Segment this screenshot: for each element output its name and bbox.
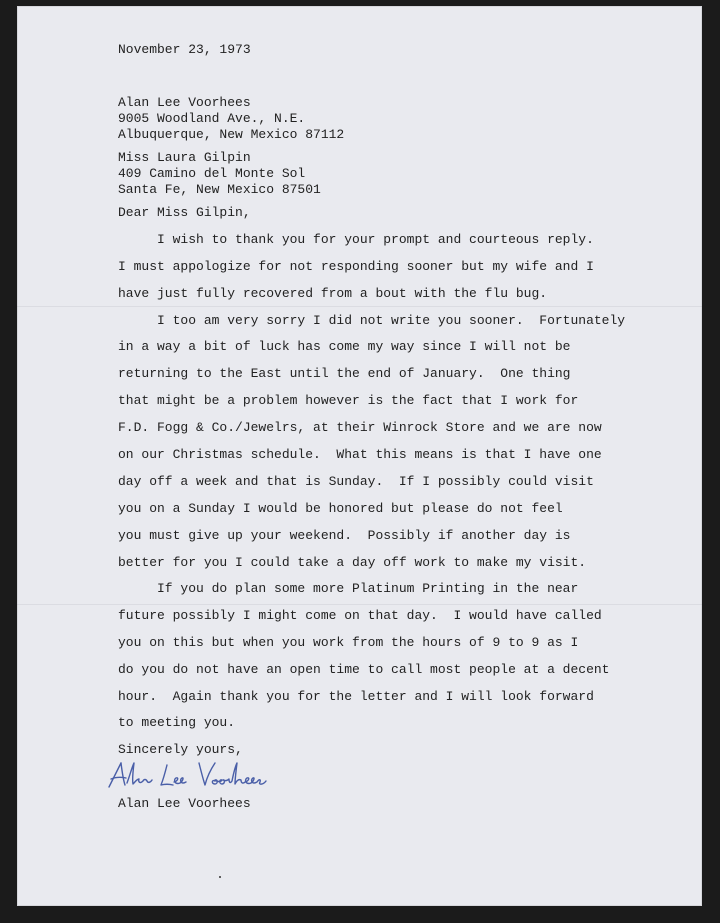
body-line: better for you I could take a day off work to make my visit.	[118, 555, 587, 570]
recipient-name: Miss Laura Gilpin	[118, 150, 251, 165]
body-line: that might be a problem however is the fact that I work for	[118, 393, 579, 408]
body-line: you on this but when you work from the hours of 9 to 9 as I	[118, 635, 579, 650]
fold-line	[17, 604, 702, 605]
body-line: you must give up your weekend. Possibly if another day is	[118, 528, 571, 543]
body-line: have just fully recovered from a bout with the flu bug.	[118, 286, 548, 301]
recipient-city: Santa Fe, New Mexico 87501	[118, 182, 321, 197]
body-line: future possibly I might come on that day. I would have called	[118, 608, 602, 623]
body-line: F.D. Fogg & Co./Jewelrs, at their Winrock Store and we are now	[118, 420, 602, 435]
closing: Sincerely yours,	[118, 742, 243, 757]
sender-city: Albuquerque, New Mexico 87112	[118, 127, 345, 142]
signature-text: Alan Lee Voorhees	[103, 757, 111, 758]
body-line: hour. Again thank you for the letter and I will look forward	[118, 689, 594, 704]
fold-line	[17, 306, 702, 307]
body-line: If you do plan some more Platinum Printing in the near	[118, 581, 579, 596]
body-line: on our Christmas schedule. What this means is that I have one	[118, 447, 602, 462]
sender-name: Alan Lee Voorhees	[118, 95, 251, 110]
body-line: you on a Sunday I would be honored but please do not feel	[118, 501, 563, 516]
typed-name: Alan Lee Voorhees	[118, 796, 251, 811]
body-line: day off a week and that is Sunday. If I possibly could visit	[118, 474, 594, 489]
body-line: in a way a bit of luck has come my way since I will not be	[118, 339, 571, 354]
letter-date: November 23, 1973	[118, 42, 251, 57]
body-line: I must appologize for not responding sooner but my wife and I	[118, 259, 594, 274]
body-line: I wish to thank you for your prompt and courteous reply.	[118, 232, 594, 247]
body-line: do you do not have an open time to call most people at a decent	[118, 662, 610, 677]
recipient-street: 409 Camino del Monte Sol	[118, 166, 306, 181]
letterhead-bleed-through	[343, 105, 501, 235]
body-line: I too am very sorry I did not write you sooner. Fortunately	[118, 313, 626, 328]
sender-street: 9005 Woodland Ave., N.E.	[118, 111, 306, 126]
body-line: returning to the East until the end of January. One thing	[118, 366, 571, 381]
body-line: to meeting you.	[118, 715, 236, 730]
salutation: Dear Miss Gilpin,	[118, 205, 251, 220]
paper-speck	[219, 876, 221, 878]
handwritten-signature	[103, 757, 283, 793]
